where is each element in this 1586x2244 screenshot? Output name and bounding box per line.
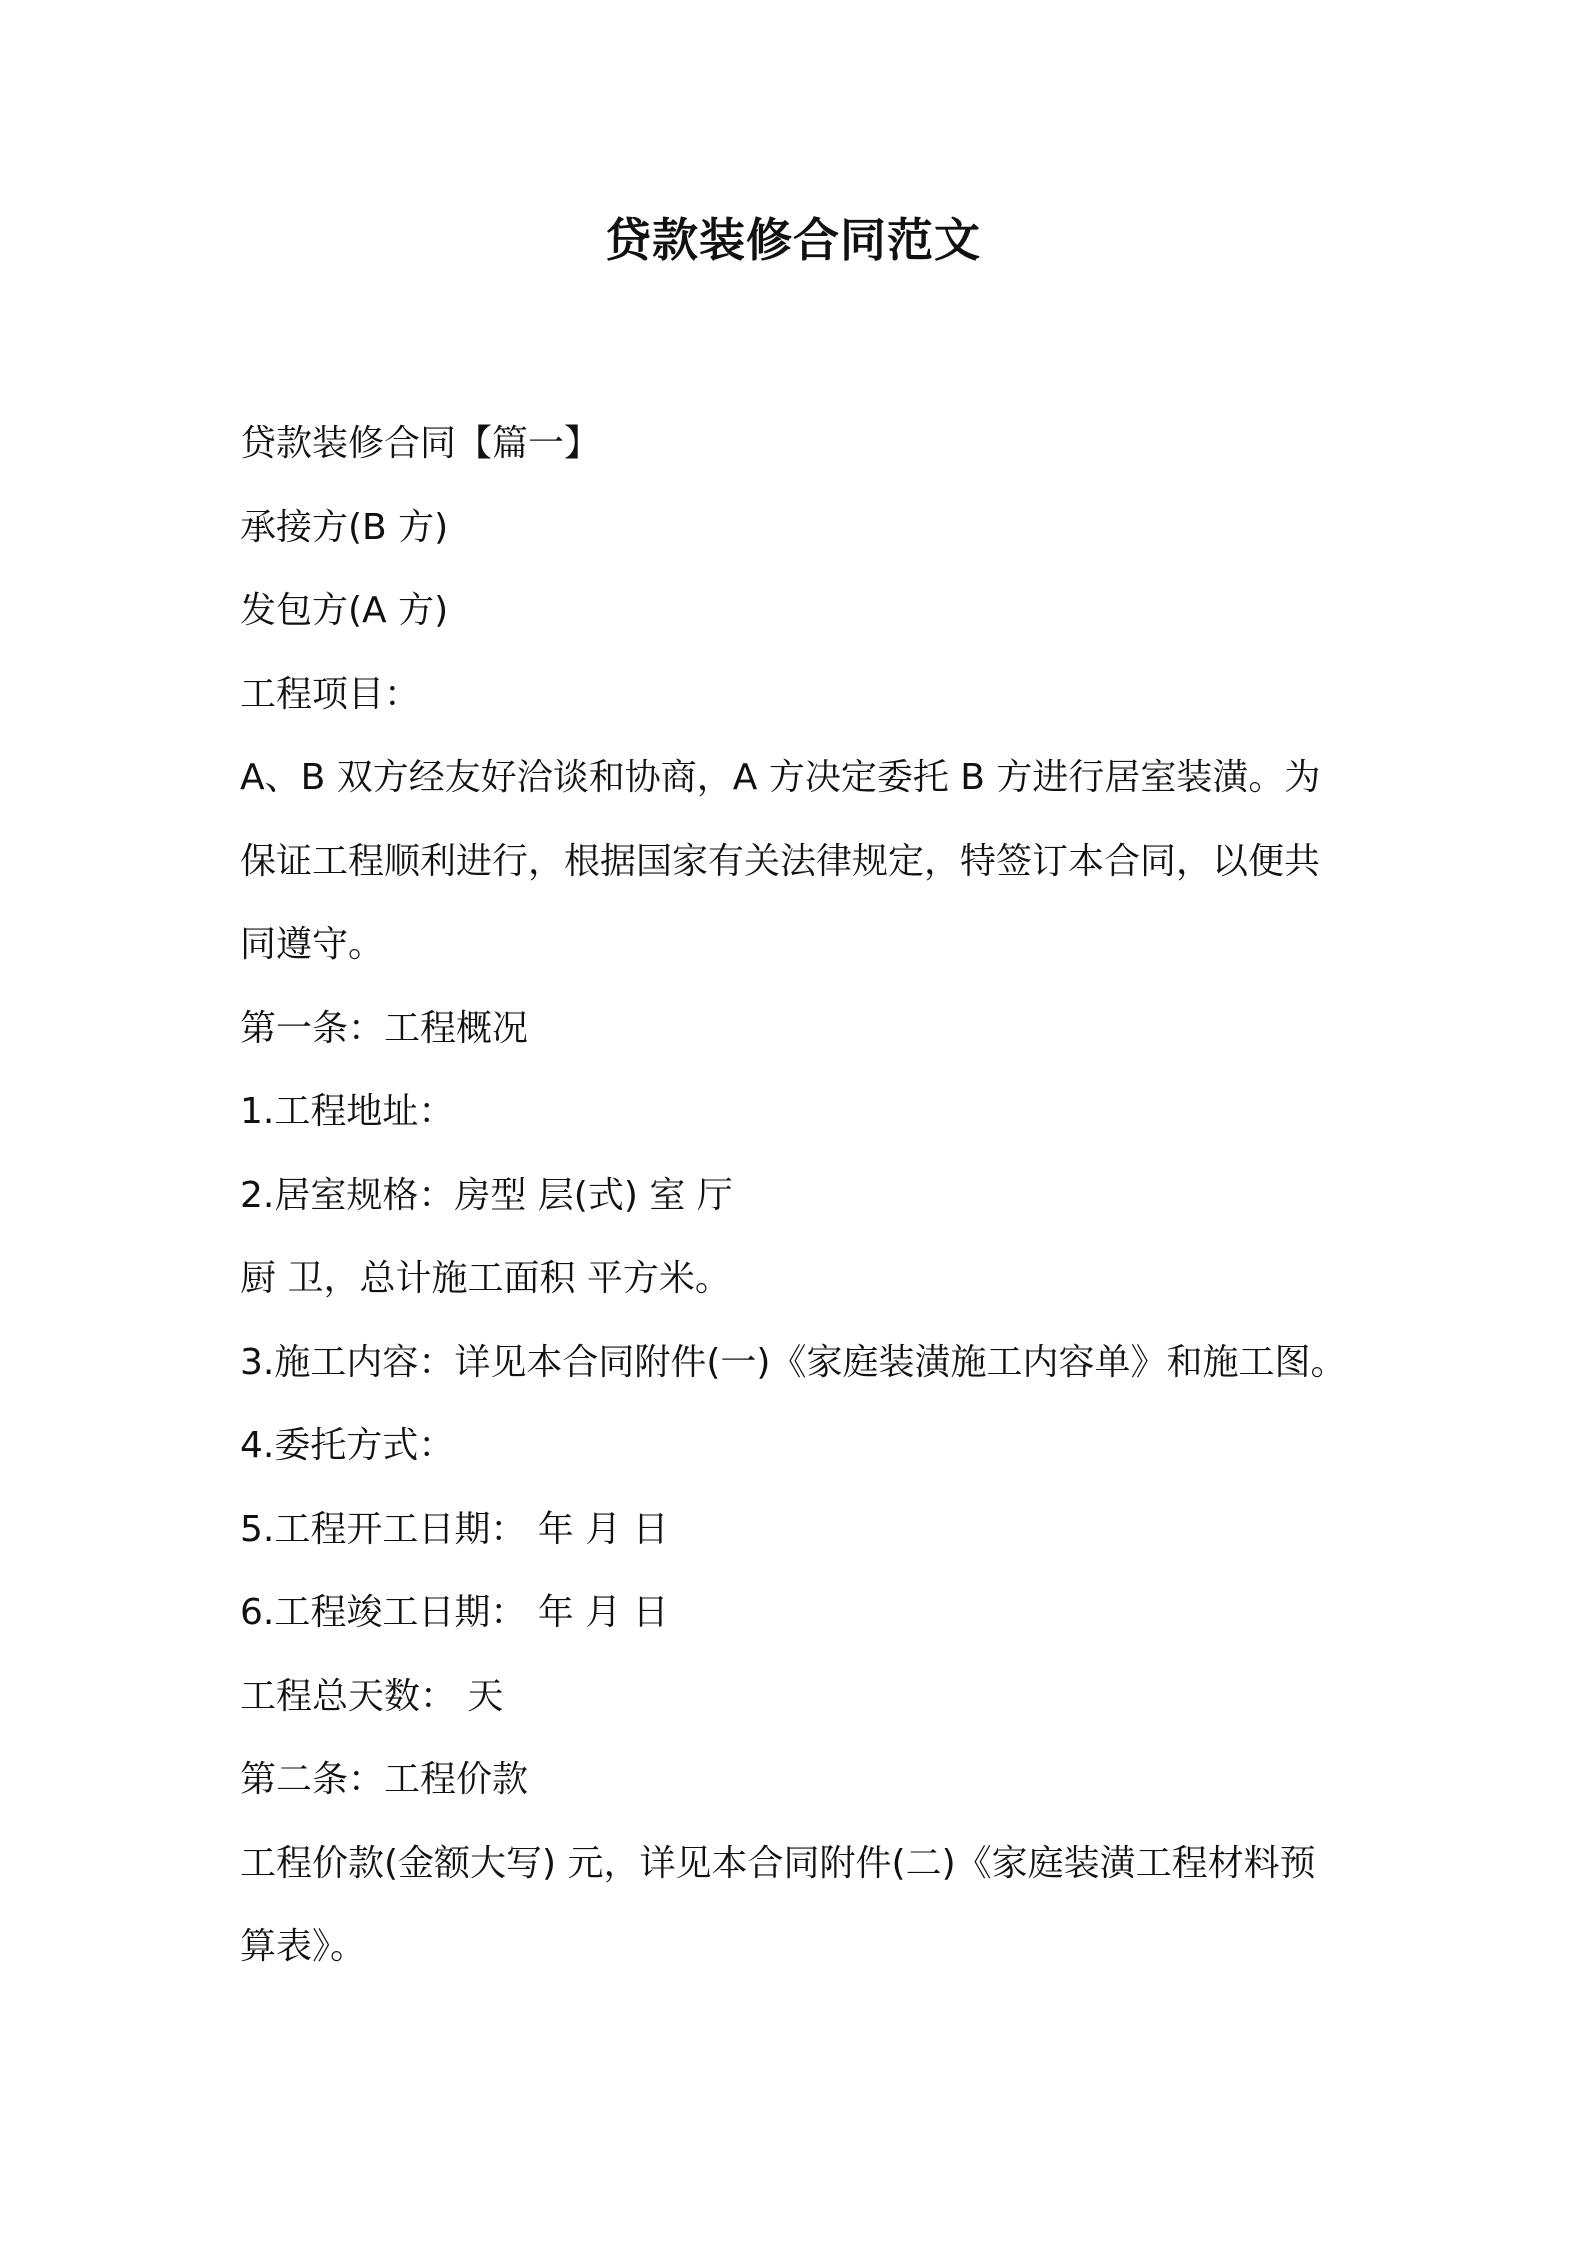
client-party-line: 发包方(A 方) bbox=[240, 590, 449, 631]
total-days-line: 工程总天数： 天 bbox=[240, 1675, 504, 1717]
project-line: 工程项目： bbox=[240, 673, 421, 715]
article-one-heading: 第一条：工程概况 bbox=[240, 1007, 529, 1049]
room-spec-continued-line: 厨 卫，总计施工面积 平方米。 bbox=[240, 1258, 731, 1299]
preamble-line-3: 同遵守。 bbox=[240, 924, 385, 965]
preamble-line-1: A、B 双方经友好洽谈和协商，A 方决定委托 B 方进行居室装潢。为 bbox=[240, 757, 1321, 798]
article-two-heading: 第二条：工程价款 bbox=[240, 1759, 529, 1800]
work-content-line: 3.施工内容：详见本合同附件(一)《家庭装潢施工内容单》和施工图。 bbox=[240, 1341, 1347, 1383]
document-title: 贷款装修合同范文 bbox=[605, 213, 981, 267]
document-body bbox=[240, 402, 1390, 1989]
price-line-2: 算表》。 bbox=[240, 1926, 367, 1967]
commission-method-line: 4.委托方式： bbox=[240, 1425, 455, 1466]
start-date-line: 5.工程开工日期： 年 月 日 bbox=[240, 1508, 669, 1550]
completion-date-line: 6.工程竣工日期： 年 月 日 bbox=[240, 1592, 669, 1633]
contractor-party-line: 承接方(B 方) bbox=[240, 506, 449, 548]
preamble-line-2: 保证工程顺利进行，根据国家有关法律规定，特签订本合同，以便共 bbox=[240, 840, 1321, 882]
price-line-1: 工程价款(金额大写) 元，详见本合同附件(二)《家庭装潢工程材料预 bbox=[240, 1842, 1316, 1884]
section-heading-part-one: 贷款装修合同【篇一】 bbox=[240, 423, 601, 464]
project-address-line: 1.工程地址： bbox=[240, 1091, 455, 1132]
room-spec-line: 2.居室规格：房型 层(式) 室 厅 bbox=[240, 1174, 733, 1216]
